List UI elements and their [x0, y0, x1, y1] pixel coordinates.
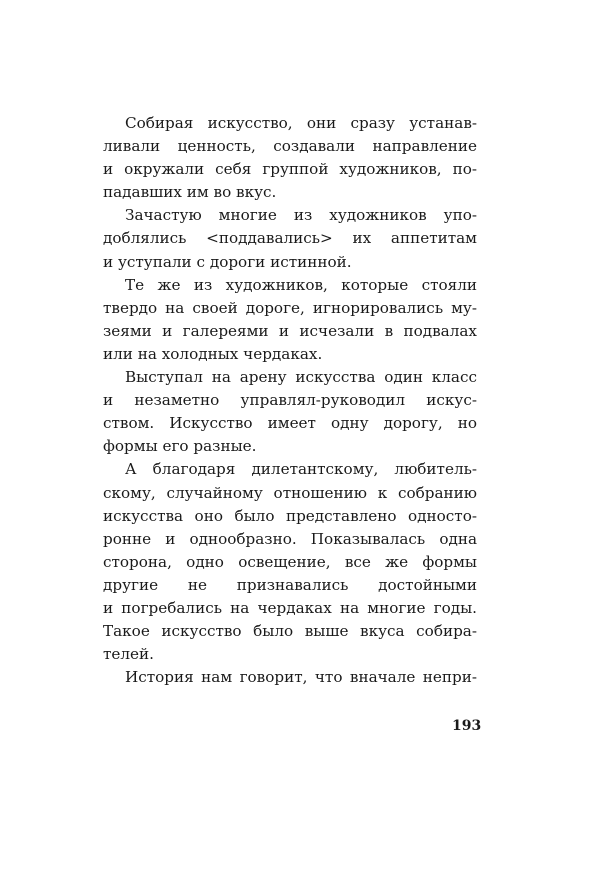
paragraph: [103, 112, 477, 204]
text-line: ронне и однообразно. Показывалась одна: [103, 529, 477, 548]
text-line: Собирая искусство, они сразу устанав-: [125, 114, 477, 132]
text-line: Такое искусство было выше вкуса собира-: [103, 622, 477, 641]
text-line: ством. Искусство имеет одну дорогу, но: [103, 414, 477, 433]
text-line: и окружали себя группой художников, по-: [103, 160, 477, 179]
text-line: искусства оно было представлено односто-: [103, 506, 477, 525]
text-line: скому, случайному отношению к собранию: [103, 483, 477, 502]
text-line: Выступал на арену искусства один класс: [125, 368, 477, 387]
text-line: Те же из художников, которые стояли: [125, 275, 477, 294]
text-line: или на холодных чердаках.: [103, 344, 323, 363]
text-line: доблялись <поддавались> их аппетитам: [103, 229, 477, 248]
text-line: другие не признавались достойными: [103, 575, 477, 594]
paragraph: [103, 458, 477, 666]
text-line: телей.: [103, 645, 154, 664]
text-line: зеями и галереями и исчезали в подвалах: [103, 321, 477, 340]
text-line: сторона, одно освещение, все же формы: [103, 552, 477, 571]
text-line: Зачастую многие из художников упо-: [125, 206, 477, 225]
text-line: твердо на своей дороге, игнорировались му-: [103, 298, 477, 317]
text-line: падавших им во вкус.: [103, 183, 277, 202]
paragraph: [103, 204, 477, 273]
paragraph: [103, 274, 477, 366]
text-line: и уступали с дороги истинной.: [103, 252, 352, 271]
text-line: А благодаря дилетантскому, любитель-: [125, 460, 477, 479]
text-line: История нам говорит, что вначале непри-: [125, 668, 477, 687]
text-line: и незаметно управлял-руководил искус-: [103, 391, 477, 410]
book-text: [103, 112, 477, 689]
text-line: и погребались на чердаках на многие годы.: [103, 598, 477, 617]
paragraph: [103, 666, 477, 689]
paragraph: [103, 366, 477, 458]
text-line: формы его разные.: [103, 437, 257, 456]
page-number: 193: [452, 718, 482, 734]
text-line: ливали ценность, создавали направление: [103, 137, 477, 156]
